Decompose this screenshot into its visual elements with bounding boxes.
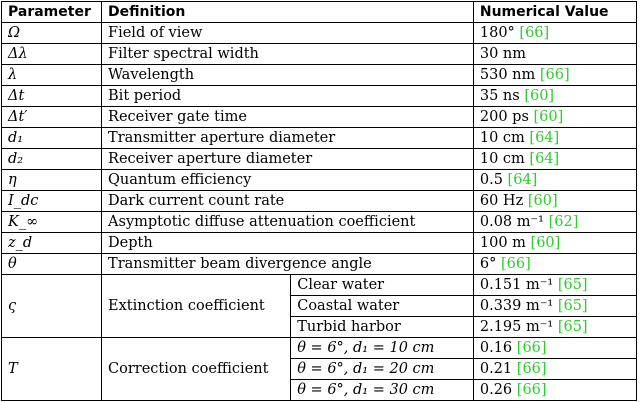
citation-link[interactable]: [60] — [530, 235, 561, 251]
parameter-definition: Dark current count rate — [102, 191, 474, 212]
parameter-symbol: η — [2, 170, 102, 191]
parameter-symbol: z_d — [2, 233, 102, 254]
parameter-definition: Quantum efficiency — [102, 170, 474, 191]
citation-link[interactable]: [66] — [516, 340, 547, 356]
correction-value: 0.16 [66] — [473, 338, 636, 359]
parameter-row — [2, 65, 637, 86]
extinction-value: 0.151 m⁻¹ [65] — [473, 275, 636, 296]
parameter-row — [2, 254, 637, 275]
parameter-definition: Receiver aperture diameter — [102, 149, 474, 170]
citation-link[interactable]: [65] — [557, 319, 588, 335]
parameter-symbol: Δλ — [2, 44, 102, 65]
parameter-symbol: θ — [2, 254, 102, 275]
parameter-row — [2, 212, 637, 233]
citation-link[interactable]: [66] — [516, 382, 547, 398]
parameter-row — [2, 149, 637, 170]
parameter-symbol: K_∞ — [2, 212, 102, 233]
parameter-value: 30 nm — [473, 44, 636, 65]
parameter-definition: Transmitter aperture diameter — [102, 128, 474, 149]
parameter-value: 35 ns [60] — [473, 86, 636, 107]
parameter-symbol: Ω — [2, 23, 102, 44]
extinction-value: 2.195 m⁻¹ [65] — [473, 317, 636, 338]
citation-link[interactable]: [66] — [500, 256, 531, 272]
correction-row-1 — [2, 338, 637, 359]
correction-symbol: T — [2, 338, 102, 401]
citation-link[interactable]: [66] — [516, 361, 547, 377]
citation-link[interactable]: [65] — [557, 298, 588, 314]
parameter-symbol: Δt — [2, 86, 102, 107]
parameter-row — [2, 44, 637, 65]
extinction-row-1 — [2, 275, 637, 296]
parameter-definition: Receiver gate time — [102, 107, 474, 128]
parameter-value: 100 m [60] — [473, 233, 636, 254]
extinction-value: 0.339 m⁻¹ [65] — [473, 296, 636, 317]
parameter-row — [2, 191, 637, 212]
parameter-value: 0.08 m⁻¹ [62] — [473, 212, 636, 233]
parameter-value: 180° [66] — [473, 23, 636, 44]
parameter-definition: Depth — [102, 233, 474, 254]
parameter-value: 60 Hz [60] — [473, 191, 636, 212]
citation-link[interactable]: [62] — [548, 214, 579, 230]
extinction-condition: Clear water — [291, 275, 474, 296]
correction-value: 0.26 [66] — [473, 380, 636, 401]
correction-value: 0.21 [66] — [473, 359, 636, 380]
parameter-row — [2, 170, 637, 191]
citation-link[interactable]: [64] — [507, 172, 538, 188]
header-parameter: Parameter — [2, 2, 102, 23]
citation-link[interactable]: [60] — [524, 88, 555, 104]
header-definition: Definition — [102, 2, 474, 23]
citation-link[interactable]: [65] — [557, 277, 588, 293]
parameters-table — [1, 1, 637, 401]
extinction-symbol: ς — [2, 275, 102, 338]
parameter-definition: Transmitter beam divergence angle — [102, 254, 474, 275]
parameter-row — [2, 107, 637, 128]
parameter-row — [2, 86, 637, 107]
parameter-value: 10 cm [64] — [473, 128, 636, 149]
parameter-row — [2, 128, 637, 149]
citation-link[interactable]: [60] — [527, 193, 558, 209]
citation-link[interactable]: [60] — [533, 109, 564, 125]
parameter-definition: Field of view — [102, 23, 474, 44]
parameter-definition: Asymptotic diffuse attenuation coefficient — [102, 212, 474, 233]
citation-link[interactable]: [64] — [529, 130, 560, 146]
extinction-definition: Extinction coefficient — [102, 275, 291, 338]
header-row — [2, 2, 637, 23]
parameter-value: 6° [66] — [473, 254, 636, 275]
parameter-value: 0.5 [64] — [473, 170, 636, 191]
parameter-symbol: Δt′ — [2, 107, 102, 128]
parameter-definition: Wavelength — [102, 65, 474, 86]
parameter-row — [2, 233, 637, 254]
extinction-condition: Turbid harbor — [291, 317, 474, 338]
correction-condition: θ = 6°, d₁ = 10 cm — [291, 338, 474, 359]
parameter-symbol: d₂ — [2, 149, 102, 170]
parameter-symbol: d₁ — [2, 128, 102, 149]
citation-link[interactable]: [66] — [519, 25, 550, 41]
citation-link[interactable]: [66] — [539, 67, 570, 83]
parameter-value: 10 cm [64] — [473, 149, 636, 170]
parameter-definition: Bit period — [102, 86, 474, 107]
correction-condition: θ = 6°, d₁ = 20 cm — [291, 359, 474, 380]
parameter-symbol: I_dc — [2, 191, 102, 212]
correction-definition: Correction coefficient — [102, 338, 291, 401]
parameter-definition: Filter spectral width — [102, 44, 474, 65]
parameter-value: 200 ps [60] — [473, 107, 636, 128]
parameter-symbol: λ — [2, 65, 102, 86]
parameter-value: 530 nm [66] — [473, 65, 636, 86]
parameter-row — [2, 23, 637, 44]
correction-condition: θ = 6°, d₁ = 30 cm — [291, 380, 474, 401]
header-value: Numerical Value — [473, 2, 636, 23]
citation-link[interactable]: [64] — [529, 151, 560, 167]
extinction-condition: Coastal water — [291, 296, 474, 317]
